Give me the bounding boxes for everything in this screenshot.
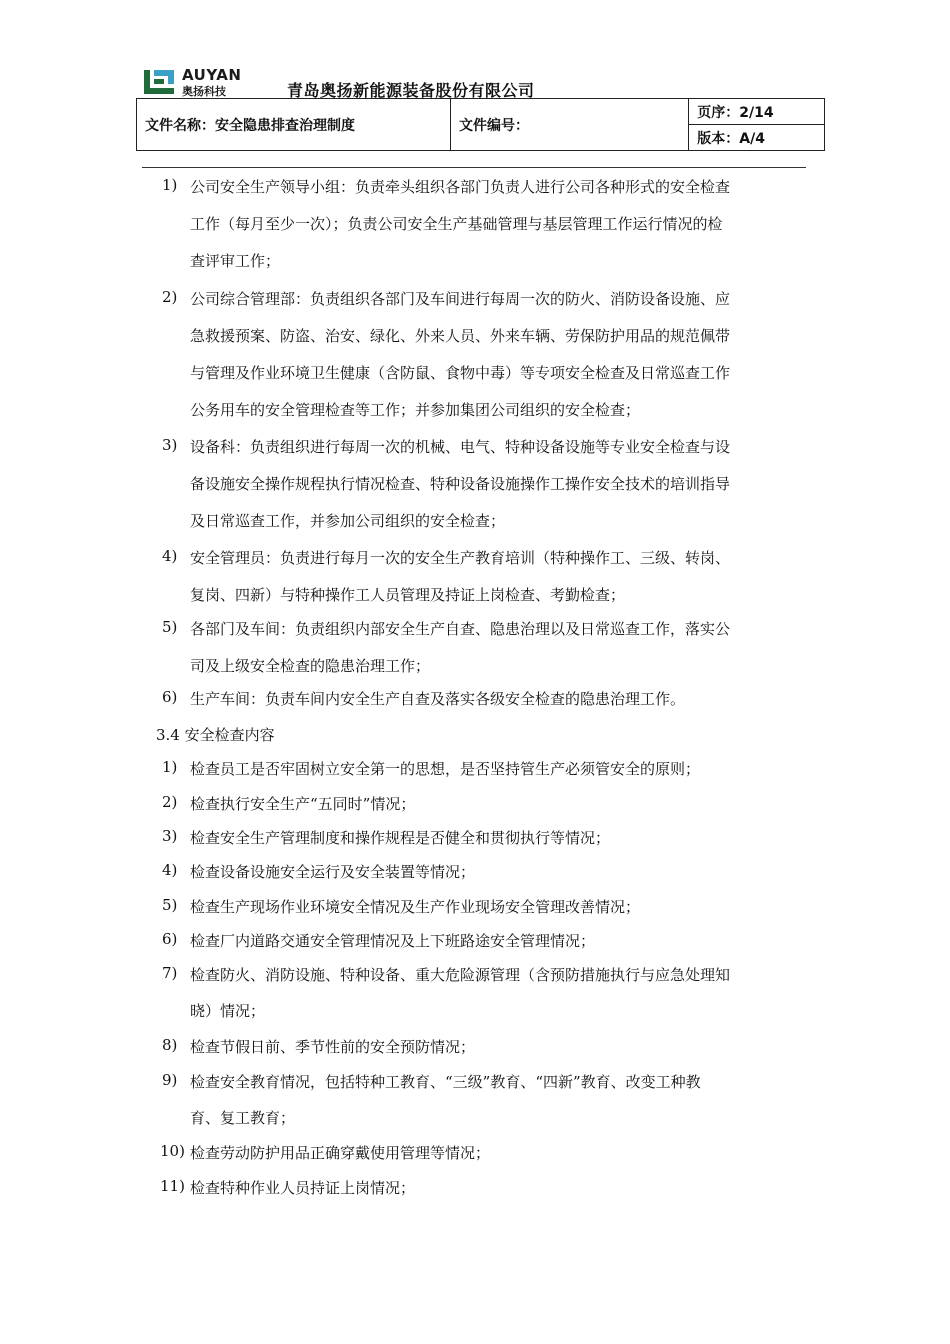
list-item-number: 3) xyxy=(162,436,178,454)
list-item-text: 公务用车的安全管理检查等工作；并参加集团公司组织的安全检查； xyxy=(190,401,641,419)
list-item-number: 2) xyxy=(162,288,178,306)
list-item-text: 生产车间：负责车间内安全生产自查及落实各级安全检查的隐患治理工作。 xyxy=(190,690,686,708)
page-cell: 页序：2/14 xyxy=(689,99,825,125)
file-name-cell: 文件名称：安全隐患排查治理制度 xyxy=(137,99,451,151)
check-item-number: 7) xyxy=(162,964,178,982)
list-item-text: 公司安全生产领导小组：负责牵头组织各部门负责人进行公司各种形式的安全检查 xyxy=(190,178,731,196)
check-item-text: 检查厂内道路交通安全管理情况及上下班路途安全管理情况； xyxy=(190,932,596,950)
check-item-text: 检查防火、消防设施、特种设备、重大危险源管理（含预防措施执行与应急处理知 xyxy=(190,966,731,984)
list-item-text: 公司综合管理部：负责组织各部门及车间进行每周一次的防火、消防设备设施、应 xyxy=(190,290,731,308)
check-item-text: 检查安全教育情况，包括特种工教育、“三级”教育、“四新”教育、改变工种教 xyxy=(190,1073,701,1091)
check-item-number: 4) xyxy=(162,861,178,879)
list-item-text: 查评审工作； xyxy=(190,252,281,270)
version-cell: 版本：A/4 xyxy=(689,125,825,151)
check-item-text: 检查执行安全生产“五同时”情况； xyxy=(190,795,416,813)
logo-text: AUYAN xyxy=(182,66,242,84)
logo-subtext: 奥扬科技 xyxy=(182,85,226,98)
check-item-number: 5) xyxy=(162,896,178,914)
list-item-text: 设备科：负责组织进行每周一次的机械、电气、特种设备设施等专业安全检查与设 xyxy=(190,438,731,456)
company-name: 青岛奥扬新能源装备股份有限公司 xyxy=(287,81,535,100)
check-item-text: 检查劳动防护用品正确穿戴使用管理等情况； xyxy=(190,1144,491,1162)
list-item-number: 4) xyxy=(162,547,178,565)
check-item-text: 检查安全生产管理制度和操作规程是否健全和贯彻执行等情况； xyxy=(190,829,611,847)
check-item-number: 8) xyxy=(162,1036,178,1054)
check-item-text: 检查设备设施安全运行及安全装置等情况； xyxy=(190,863,476,881)
check-item-text: 育、复工教育； xyxy=(190,1109,296,1127)
list-item-text: 复岗、四新）与特种操作工人员管理及持证上岗检查、考勤检查； xyxy=(190,586,626,604)
list-item-text: 及日常巡查工作，并参加公司组织的安全检查； xyxy=(190,512,506,530)
check-item-number: 11) xyxy=(160,1177,185,1195)
check-item-number: 3) xyxy=(162,827,178,845)
list-item-text: 工作（每月至少一次）；负责公司安全生产基础管理与基层管理工作运行情况的检 xyxy=(190,215,723,233)
list-item-text: 各部门及车间：负责组织内部安全生产自查、隐患治理以及日常巡查工作，落实公 xyxy=(190,620,731,638)
check-item-text: 晓）情况； xyxy=(190,1002,266,1020)
check-item-number: 6) xyxy=(162,930,178,948)
list-item-text: 司及上级安全检查的隐患治理工作； xyxy=(190,657,431,675)
check-item-text: 检查员工是否牢固树立安全第一的思想，是否坚持管生产必须管安全的原则； xyxy=(190,760,701,778)
check-item-number: 2) xyxy=(162,793,178,811)
check-item-number: 1) xyxy=(162,758,178,776)
check-item-text: 检查特种作业人员持证上岗情况； xyxy=(190,1179,416,1197)
check-item-number: 9) xyxy=(162,1071,178,1089)
check-item-text: 检查生产现场作业环境安全情况及生产作业现场安全管理改善情况； xyxy=(190,898,641,916)
list-item-number: 5) xyxy=(162,618,178,636)
list-item-text: 备设施安全操作规程执行情况检查、特种设备设施操作工操作安全技术的培训指导 xyxy=(190,475,731,493)
file-number-cell: 文件编号： xyxy=(451,99,689,151)
list-item-number: 6) xyxy=(162,688,178,706)
list-item-text: 急救援预案、防盗、治安、绿化、外来人员、外来车辆、劳保防护用品的规范佩带 xyxy=(190,327,731,345)
list-item-text: 与管理及作业环境卫生健康（含防鼠、食物中毒）等专项安全检查及日常巡查工作 xyxy=(190,364,731,382)
list-item-number: 1) xyxy=(162,176,178,194)
check-item-number: 10) xyxy=(160,1142,185,1160)
list-item-text: 安全管理员：负责进行每月一次的安全生产教育培训（特种操作工、三级、转岗、 xyxy=(190,549,731,567)
section-heading: 3.4 安全检查内容 xyxy=(156,726,275,744)
check-item-text: 检查节假日前、季节性前的安全预防情况； xyxy=(190,1038,476,1056)
